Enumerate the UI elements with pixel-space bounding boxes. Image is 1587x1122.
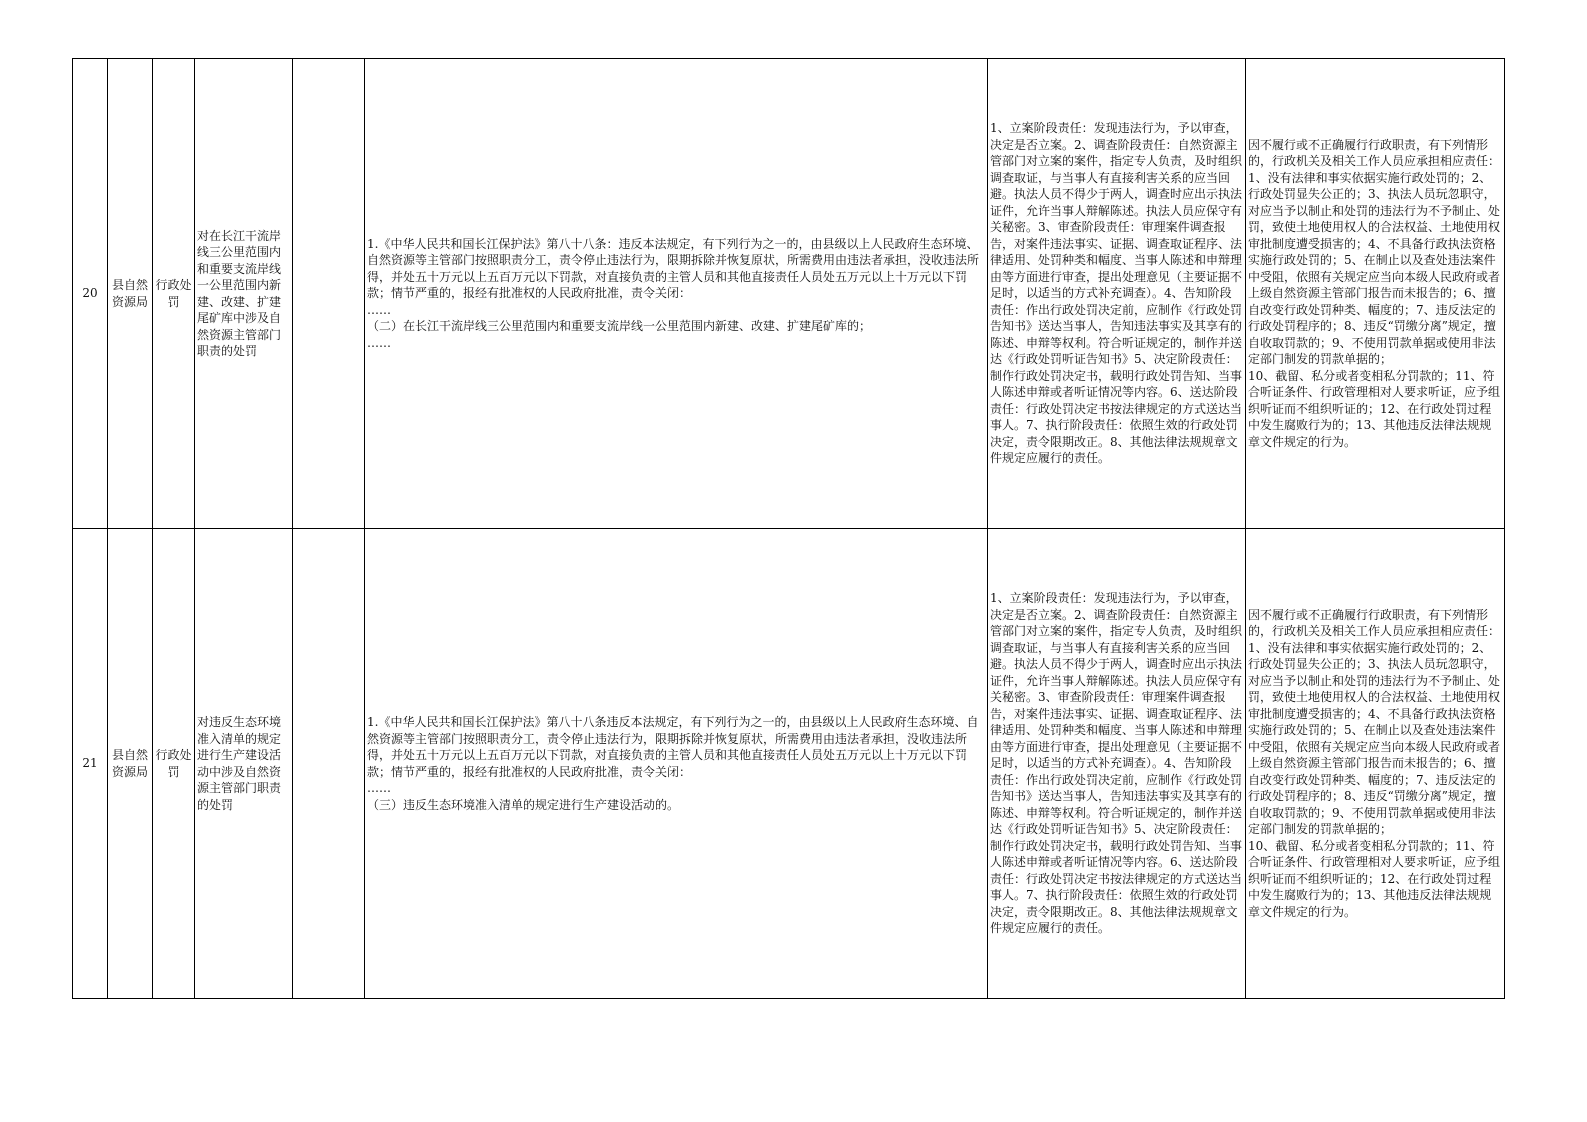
sub-item-cell (293, 59, 365, 529)
legal-basis-cell (365, 529, 988, 999)
ellipsis-text: …… (367, 302, 391, 317)
legal-basis-clause: （三）违反生态环境准入清单的规定进行生产建设活动的。 (367, 797, 680, 812)
responsibility-cell: 1、立案阶段责任：发现违法行为，予以审查，决定是否立案。2、调查阶段责任：自然资源主管部门对立案的案件，指定专人负责，及时组织调查取证，与当事人有直接利害关系的应当回避。执法人员不得少于两人，调查时应出示执法证件，允许当事人辩解陈述。执法人员应保守有关秘密。3、审查阶段责任：审理案件调查报告，对案件违法事实、证据、调查取证程序、法律适用、处罚种类和幅度、当事人陈述和申辩理由等方面进行审查，提出处理意见（主要证据不足时，以适当的方式补充调查）。4、告知阶段责任：作出行政处罚决定前，应制作《行政处罚告知书》送达当事人，告知违法事实及其享有的陈述、申辩等权利。符合听证规定的，制作并送达《行政处罚听证告知书》5、决定阶段责任：制作行政处罚决定书，载明行政处罚告知、当事人陈述申辩或者听证情况等内容。6、送达阶段责任：行政处罚决定书按法律规定的方式送达当事人。7、执行阶段责任：依照生效的行政处罚决定，责令限期改正。8、其他法律法规规章文件规定应履行的责任。 (988, 529, 1246, 999)
power-item-name: 对在长江干流岸线三公里范围内和重要支流岸线一公里范围内新建、改建、扩建尾矿库中涉及自然资源主管部门职责的处罚 (195, 59, 293, 529)
ellipsis-text: …… (367, 335, 391, 350)
row-number: 21 (73, 529, 108, 999)
table-row (73, 529, 1505, 999)
accountability-text: 因不履行或不正确履行行政职责，有下列情形的，行政机关及相关工作人员应承担相应责任： 1、没有法律和事实依据实施行政处罚的；2、行政处罚显失公正的；3、执法人员玩忽职守，对应当予以制止和处罚的违法行为不予制止、处罚，致使土地使用权人的合法权益、土地使用权审批制度遭受损害的；4、不具备行政执法资格实施行政处罚的；5、在制止以及查处违法案件中受阻，依照有关规定应当向本级人民政府或者上级自然资源主管部门报告而未报告的；6、擅自改变行政处罚种类、幅度的；7、违反法定的行政处罚程序的；8、违反“罚缴分离”规定，擅自收取罚款的；9、不使用罚款单据或使用非法定部门制发的罚款单据的； 10、截留、私分或者变相私分罚款的；11、符合听证条件、行政管理相对人要求听证，应予组织听证而不组织听证的；12、在行政处罚过程中发生腐败行为的；13、其他违反法律法规规章文件规定的行为。 (1248, 137, 1501, 449)
responsibility-cell: 1、立案阶段责任：发现违法行为，予以审查，决定是否立案。2、调查阶段责任：自然资源主管部门对立案的案件，指定专人负责，及时组织调查取证，与当事人有直接利害关系的应当回避。执法人员不得少于两人，调查时应出示执法证件，允许当事人辩解陈述。执法人员应保守有关秘密。3、审查阶段责任：审理案件调查报告，对案件违法事实、证据、调查取证程序、法律适用、处罚种类和幅度、当事人陈述和申辩理由等方面进行审查，提出处理意见（主要证据不足时，以适当的方式补充调查）。4、告知阶段责任：作出行政处罚决定前，应制作《行政处罚告知书》送达当事人，告知违法事实及其享有的陈述、申辩等权利。符合听证规定的，制作并送达《行政处罚听证告知书》5、决定阶段责任：制作行政处罚决定书，载明行政处罚告知、当事人陈述申辩或者听证情况等内容。6、送达阶段责任：行政处罚决定书按法律规定的方式送达当事人。7、执行阶段责任：依照生效的行政处罚决定，责令限期改正。8、其他法律法规规章文件规定应履行的责任。 (988, 59, 1246, 529)
sub-item-cell (293, 529, 365, 999)
power-type-cell: 行政处罚 (153, 529, 195, 999)
legal-basis-text: 1.《中华人民共和国长江保护法》第八十八条：违反本法规定，有下列行为之一的，由县级以上人民政府生态环境、自然资源等主管部门按照职责分工，责令停止违法行为，限期拆除并恢复原状，所需费用由违法者承担，没收违法所得，并处五十万元以上五百万元以下罚款，对直接负责的主管人员和其他直接责任人员处五万元以上十万元以下罚款；情节严重的，报经有批准权的人民政府批准，责令关闭： (367, 236, 980, 301)
accountability-cell (1246, 59, 1505, 529)
legal-basis-clause: （二）在长江干流岸线三公里范围内和重要支流岸线一公里范围内新建、改建、扩建尾矿库的； (367, 319, 872, 334)
department-cell: 县自然资源局 (108, 59, 153, 529)
power-type-cell: 行政处罚 (153, 59, 195, 529)
legal-basis-text: 1.《中华人民共和国长江保护法》第八十八条违反本法规定，有下列行为之一的，由县级以上人民政府生态环境、自然资源等主管部门按照职责分工，责令停止违法行为，限期拆除并恢复原状，所需费用由违法者承担，没收违法所得，并处五十万元以上五百万元以下罚款，对直接负责的主管人员和其他直接责任人员处五万元以上十万元以下罚款；情节严重的，报经有批准权的人民政府批准，责令关闭： (367, 715, 979, 779)
ellipsis-text: …… (367, 781, 391, 795)
accountability-text: 因不履行或不正确履行行政职责，有下列情形的，行政机关及相关工作人员应承担相应责任： 1、没有法律和事实依据实施行政处罚的；2、行政处罚显失公正的；3、执法人员玩忽职守，对应当予以制止和处罚的违法行为不予制止、处罚，致使土地使用权人的合法权益、土地使用权审批制度遭受损害的；4、不具备行政执法资格实施行政处罚的；5、在制止以及查处违法案件中受阻，依照有关规定应当向本级人民政府或者上级自然资源主管部门报告而未报告的；6、擅自改变行政处罚种类、幅度的；7、违反法定的行政处罚程序的；8、违反“罚缴分离”规定，擅自收取罚款的；9、不使用罚款单据或使用非法定部门制发的罚款单据的； 10、截留、私分或者变相私分罚款的；11、符合听证条件、行政管理相对人要求听证，应予组织听证而不组织听证的；12、在行政处罚过程中发生腐败行为的；13、其他违反法律法规规章文件规定的行为。 (1248, 607, 1501, 919)
department-cell: 县自然资源局 (108, 529, 153, 999)
table-row (73, 59, 1505, 529)
legal-basis-cell (365, 59, 988, 529)
accountability-cell (1246, 529, 1505, 999)
row-number: 20 (73, 59, 108, 529)
power-list-table (72, 58, 1505, 999)
power-item-name: 对违反生态环境准入清单的规定进行生产建设活动中涉及自然资源主管部门职责的处罚 (195, 529, 293, 999)
